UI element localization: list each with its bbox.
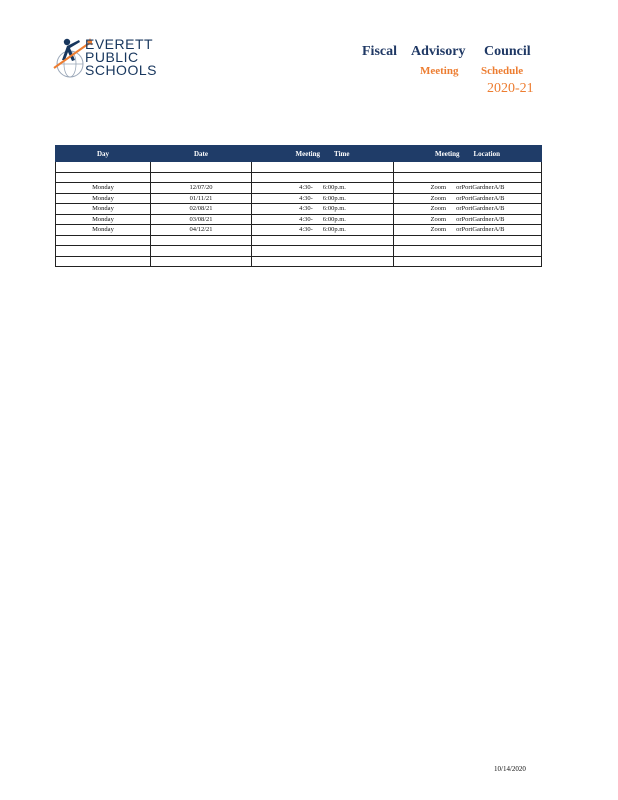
cell-location: Zoom orPortGardnerA/B <box>394 193 542 204</box>
subtitle-word-schedule: Schedule <box>481 65 524 77</box>
table-row-empty <box>56 246 542 257</box>
cell-day: Monday <box>56 225 151 236</box>
cell-day: Monday <box>56 214 151 225</box>
cell-location: Zoom orPortGardnerA/B <box>394 183 542 194</box>
table-row-empty <box>56 162 542 173</box>
document-title <box>0 44 618 64</box>
school-year: 2020-21 <box>487 81 534 96</box>
table-row-empty <box>56 172 542 183</box>
title-word-advisory: Advisory <box>411 44 466 59</box>
cell-location: Zoom orPortGardnerA/B <box>394 204 542 215</box>
cell-location: Zoom orPortGardnerA/B <box>394 214 542 225</box>
table-row <box>56 225 542 236</box>
table-row <box>56 214 542 225</box>
cell-time: 4:30- 6:00p.m. <box>252 214 394 225</box>
header-location-word-2: Location <box>473 149 500 158</box>
cell-date: 12/07/20 <box>151 183 252 194</box>
cell-time: 4:30- 6:00p.m. <box>252 193 394 204</box>
table-row <box>56 193 542 204</box>
cell-day: Monday <box>56 183 151 194</box>
cell-date: 03/08/21 <box>151 214 252 225</box>
meeting-schedule-table <box>55 145 542 267</box>
table-row-empty <box>56 256 542 267</box>
table-row <box>56 183 542 194</box>
header-location-word-1: Meeting <box>435 149 460 158</box>
cell-day: Monday <box>56 193 151 204</box>
logo-line-2: PUBLIC <box>85 49 139 65</box>
header-date: Date <box>151 146 252 162</box>
logo-line-1: EVERETT <box>85 36 154 52</box>
cell-date: 04/12/21 <box>151 225 252 236</box>
cell-time: 4:30- 6:00p.m. <box>252 225 394 236</box>
header-time-word-2: Time <box>334 149 350 158</box>
title-word-fiscal: Fiscal <box>362 44 397 59</box>
table-header-row <box>56 146 542 162</box>
cell-date: 02/08/21 <box>151 204 252 215</box>
logo-line-3: SCHOOLS <box>85 62 157 78</box>
table-row <box>56 204 542 215</box>
cell-location: Zoom orPortGardnerA/B <box>394 225 542 236</box>
table-row-empty <box>56 235 542 246</box>
title-word-council: Council <box>484 44 531 59</box>
cell-time: 4:30- 6:00p.m. <box>252 183 394 194</box>
header-time-word-1: Meeting <box>295 149 321 158</box>
cell-time: 4:30- 6:00p.m. <box>252 204 394 215</box>
cell-date: 01/11/21 <box>151 193 252 204</box>
header-location <box>394 146 542 162</box>
header-day: Day <box>56 146 151 162</box>
cell-day: Monday <box>56 204 151 215</box>
footer-date: 10/14/2020 <box>494 765 526 773</box>
header-time <box>252 146 394 162</box>
subtitle-word-meeting: Meeting <box>420 65 459 77</box>
